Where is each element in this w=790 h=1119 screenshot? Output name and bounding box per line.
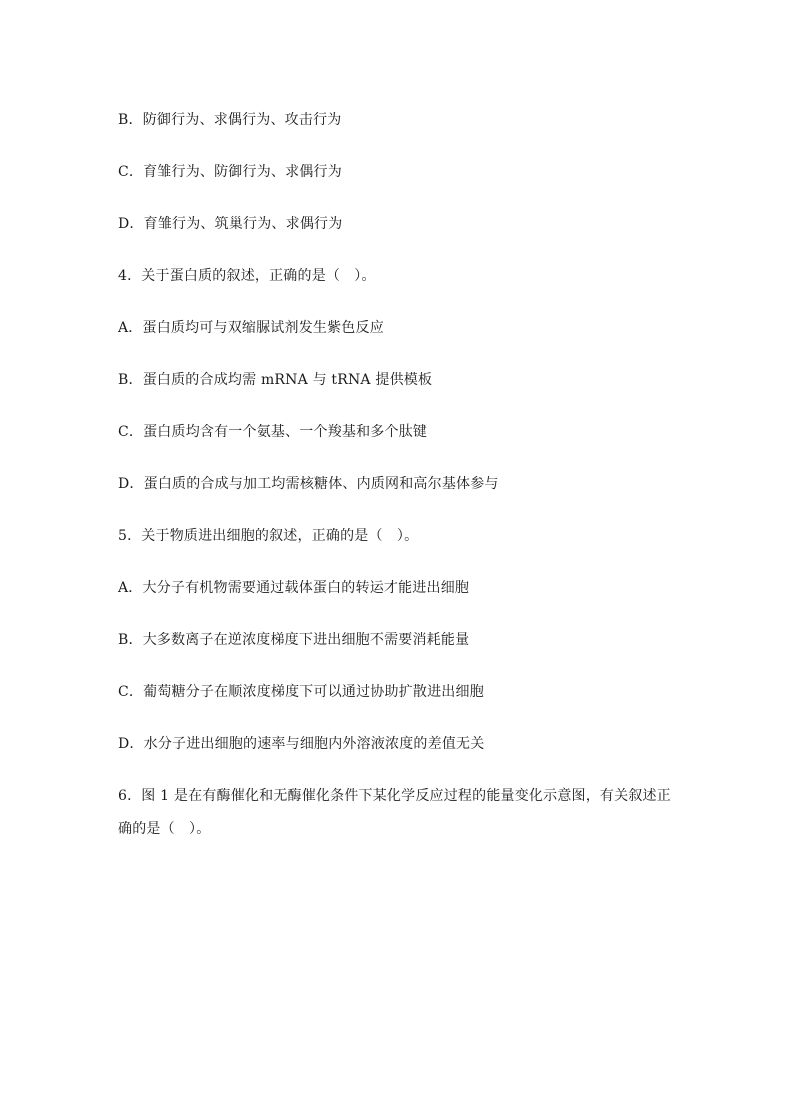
q4-option-a: A．蛋白质均可与双缩脲试剂发生紫色反应 xyxy=(118,320,384,336)
q3-option-d: D．育雏行为、筑巢行为、求偶行为 xyxy=(118,216,343,232)
q6-stem-line-1: 6．图 1 是在有酶催化和无酶催化条件下某化学反应过程的能量变化示意图，有关叙述正 xyxy=(118,788,671,804)
q4-option-c: C．蛋白质均含有一个氨基、一个羧基和多个肽键 xyxy=(118,424,428,440)
q5-option-c: C．葡萄糖分子在顺浓度梯度下可以通过协助扩散进出细胞 xyxy=(118,684,484,700)
q5-option-b: B．大多数离子在逆浓度梯度下进出细胞不需要消耗能量 xyxy=(118,632,470,648)
q4-stem: 4．关于蛋白质的叙述，正确的是（ ）。 xyxy=(118,268,376,284)
q4-option-d: D．蛋白质的合成与加工均需核糖体、内质网和高尔基体参与 xyxy=(118,476,499,492)
q5-option-a: A．大分子有机物需要通过载体蛋白的转运才能进出细胞 xyxy=(118,580,470,596)
q3-option-b: B．防御行为、求偶行为、攻击行为 xyxy=(118,112,342,128)
q5-option-d: D．水分子进出细胞的速率与细胞内外溶液浓度的差值无关 xyxy=(118,736,485,752)
q4-option-b: B．蛋白质的合成均需 mRNA 与 tRNA 提供模板 xyxy=(118,372,433,388)
q3-option-c: C．育雏行为、防御行为、求偶行为 xyxy=(118,164,342,180)
q6-stem-line-2: 确的是（ ）。 xyxy=(118,821,211,837)
q5-stem: 5．关于物质进出细胞的叙述，正确的是（ ）。 xyxy=(118,528,419,544)
